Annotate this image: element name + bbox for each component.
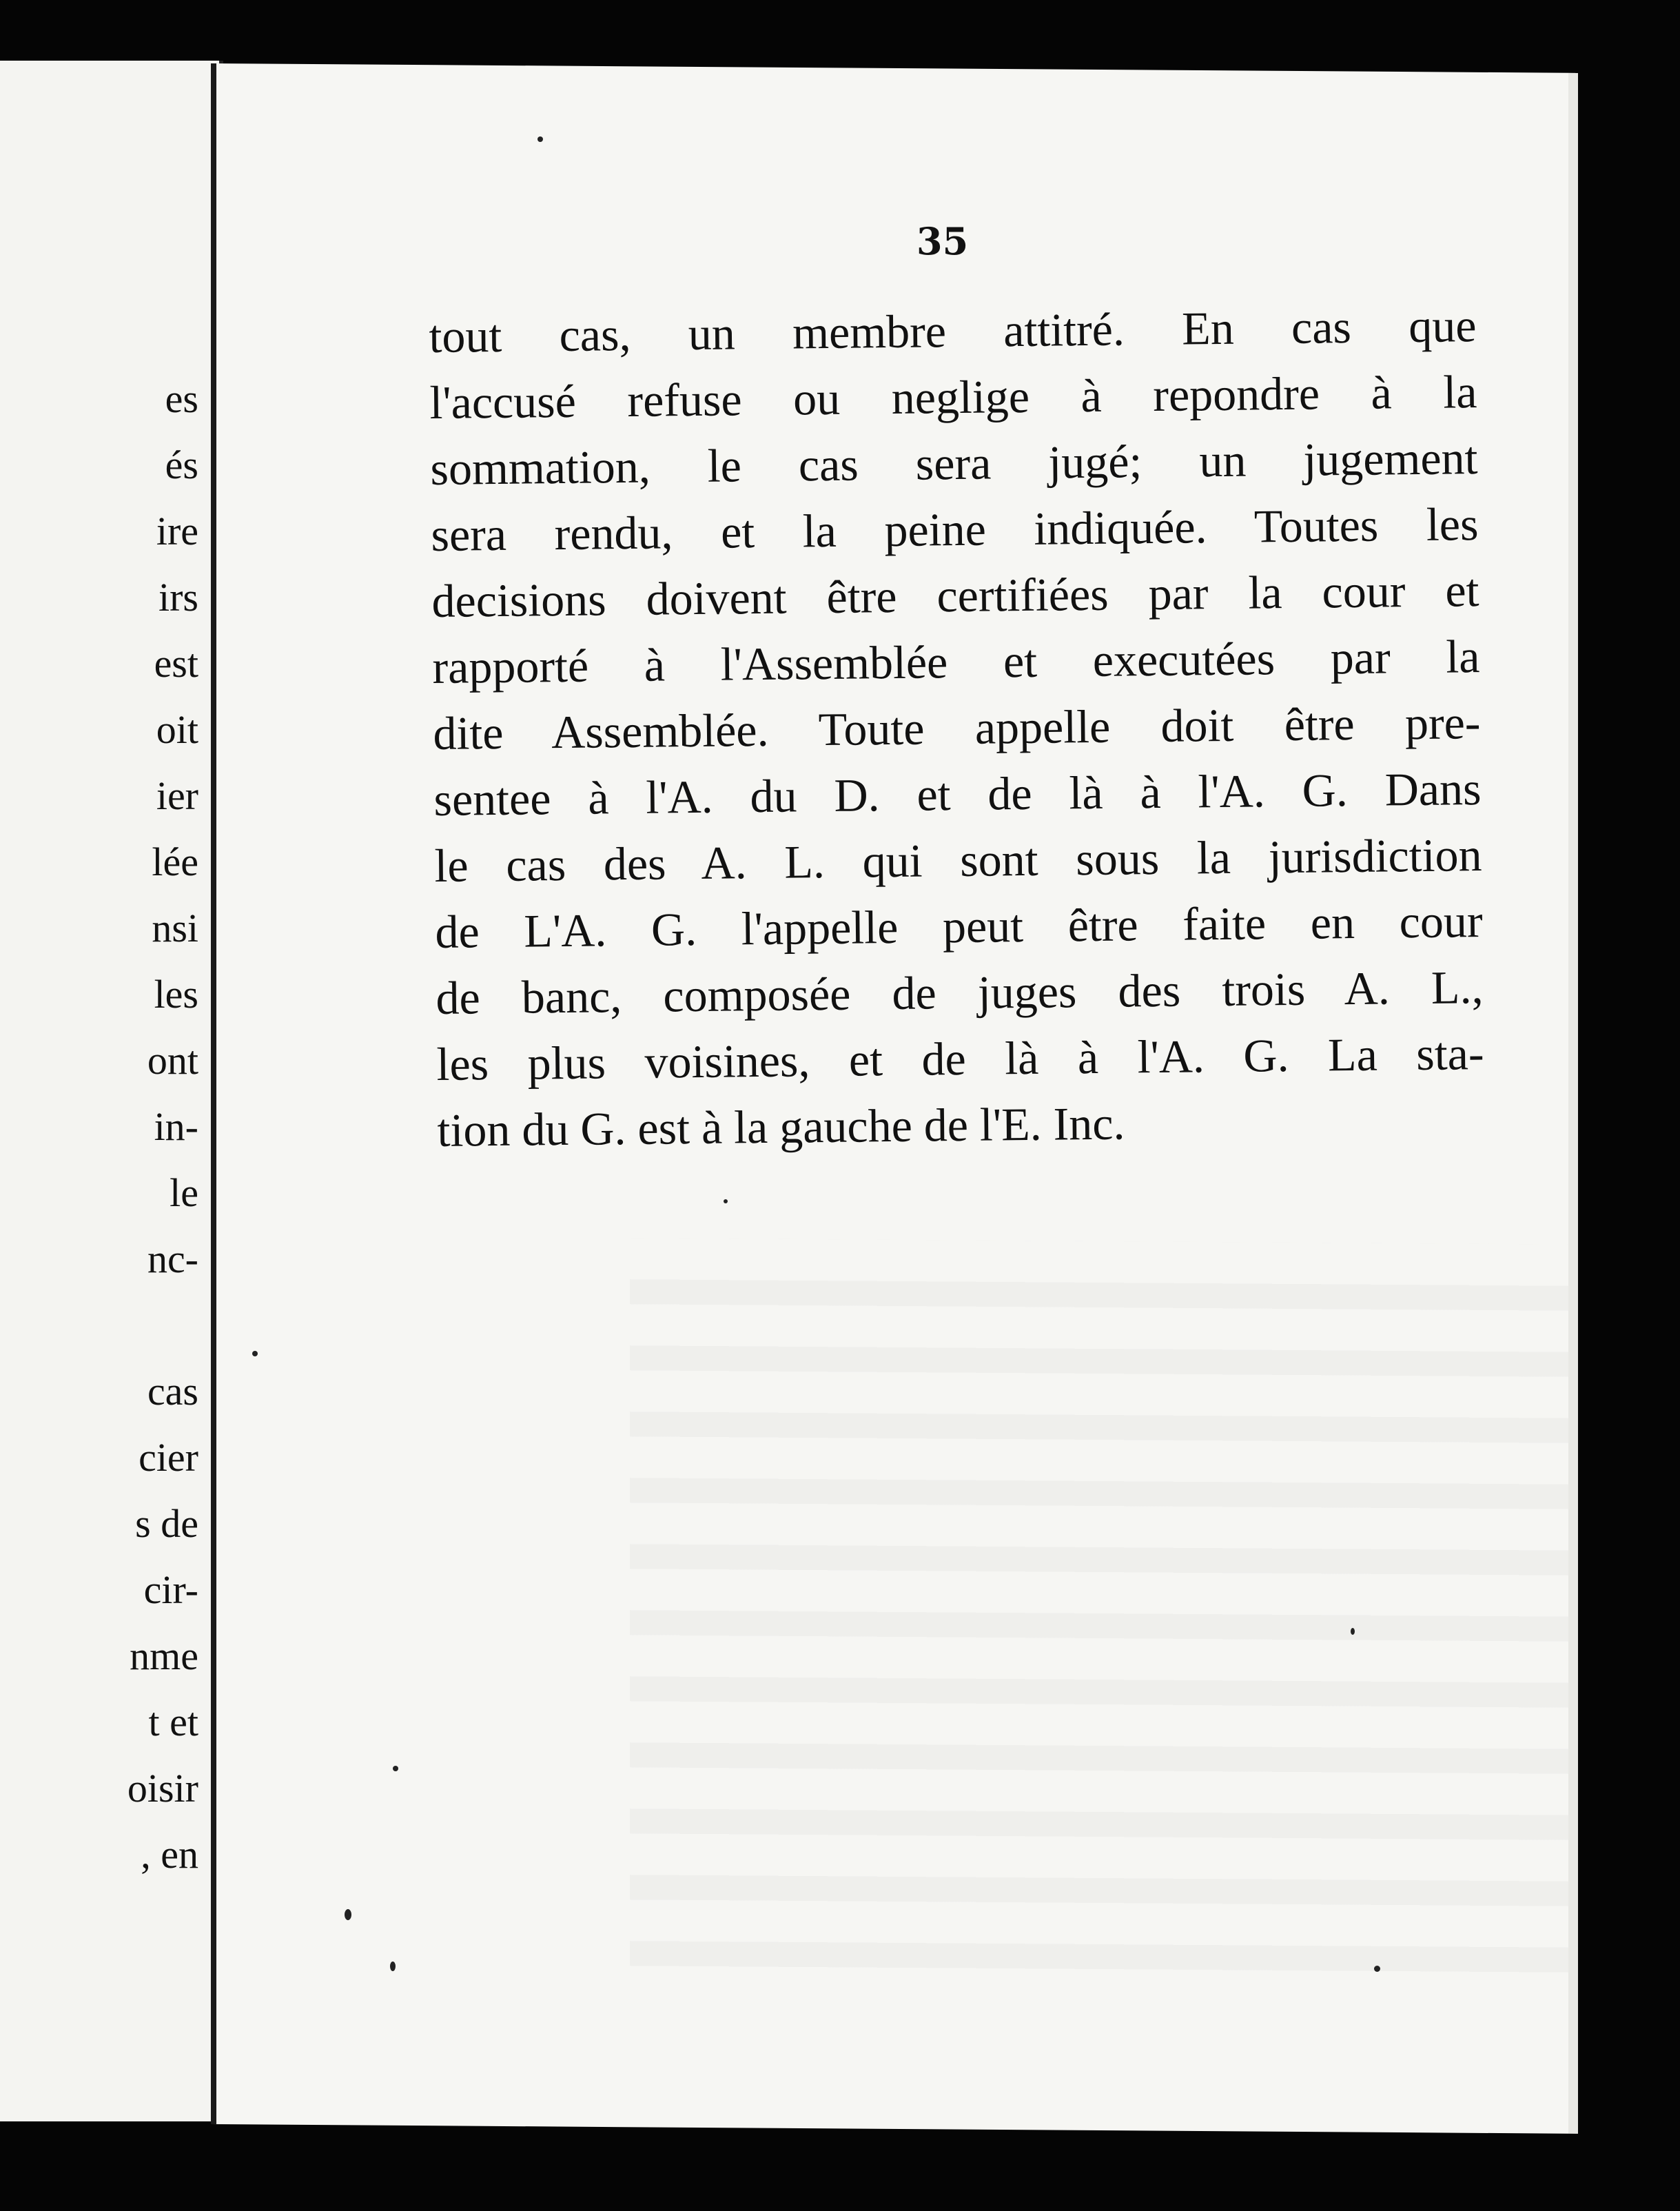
text-line: l'accusé refuse ou neglige à repondre à la bbox=[429, 365, 1477, 429]
left-page-fragment: ont bbox=[147, 1038, 198, 1083]
show-through-text bbox=[630, 1238, 1663, 2003]
page-number: 35 bbox=[916, 219, 969, 263]
left-page-fragment: cas bbox=[147, 1369, 198, 1414]
text-line: sommation, le cas sera jugé; un jugement bbox=[430, 431, 1478, 495]
left-page-fragment: les bbox=[154, 972, 198, 1017]
text-line: sentee à l'A. du D. et de là à l'A. G. Dans bbox=[433, 762, 1482, 826]
left-page-fragment: in- bbox=[154, 1104, 198, 1149]
dust-speck bbox=[345, 1909, 351, 1920]
left-page-fragment: le bbox=[170, 1170, 198, 1215]
body-paragraph bbox=[429, 292, 1485, 1163]
text-line: de banc, composée de juges des trois A. L., bbox=[436, 961, 1484, 1024]
dust-speck bbox=[724, 1199, 728, 1203]
text-line: tion du G. est à la gauche de l'E. Inc. bbox=[437, 1097, 1125, 1157]
left-page-fragment: cier bbox=[139, 1435, 198, 1480]
text-line: le cas des A. L. qui sont sous la jurisdiction bbox=[434, 828, 1482, 892]
dust-speck bbox=[1351, 1628, 1355, 1635]
text-line: dite Assemblée. Toute appelle doit être pre- bbox=[433, 696, 1481, 760]
left-page-fragment: t et bbox=[148, 1700, 198, 1744]
text-line: de L'A. G. l'appelle peut être faite en cour bbox=[435, 895, 1483, 958]
left-page-fragment: est bbox=[154, 641, 198, 686]
left-page-fragment: oisir bbox=[127, 1766, 198, 1811]
dust-speck bbox=[537, 136, 543, 142]
left-page-fragment: s de bbox=[135, 1501, 198, 1546]
left-page-fragment: ier bbox=[156, 773, 198, 818]
left-page-fragment: lée bbox=[152, 839, 198, 884]
left-page-fragment: és bbox=[165, 442, 198, 487]
dust-speck bbox=[1374, 1966, 1380, 1972]
left-page-fragment: nme bbox=[130, 1633, 198, 1678]
left-page-fragment: es bbox=[165, 376, 198, 421]
left-page-fragment: oit bbox=[156, 707, 198, 752]
text-line: tout cas, un membre attitré. En cas que bbox=[429, 299, 1477, 363]
text-line: sera rendu, et la peine indiquée. Toutes les bbox=[431, 498, 1479, 561]
text-line: rapporté à l'Assemblée et executées par la bbox=[432, 630, 1480, 693]
left-page-fragment: nsi bbox=[152, 906, 198, 950]
dust-speck bbox=[393, 1766, 398, 1771]
left-page-fragment: nc- bbox=[147, 1236, 198, 1281]
left-facing-page bbox=[0, 61, 223, 2121]
text-line: les plus voisines, et de là à l'A. G. La sta- bbox=[436, 1027, 1484, 1090]
left-page-fragment: irs bbox=[158, 575, 198, 620]
dust-speck bbox=[390, 1962, 396, 1971]
text-line: decisions doivent être certifiées par la cour et bbox=[431, 564, 1479, 627]
left-page-fragment: cir- bbox=[143, 1567, 198, 1612]
dust-speck bbox=[252, 1351, 258, 1356]
left-page-fragment: ire bbox=[156, 509, 198, 553]
left-page-fragment: , en bbox=[141, 1832, 198, 1877]
